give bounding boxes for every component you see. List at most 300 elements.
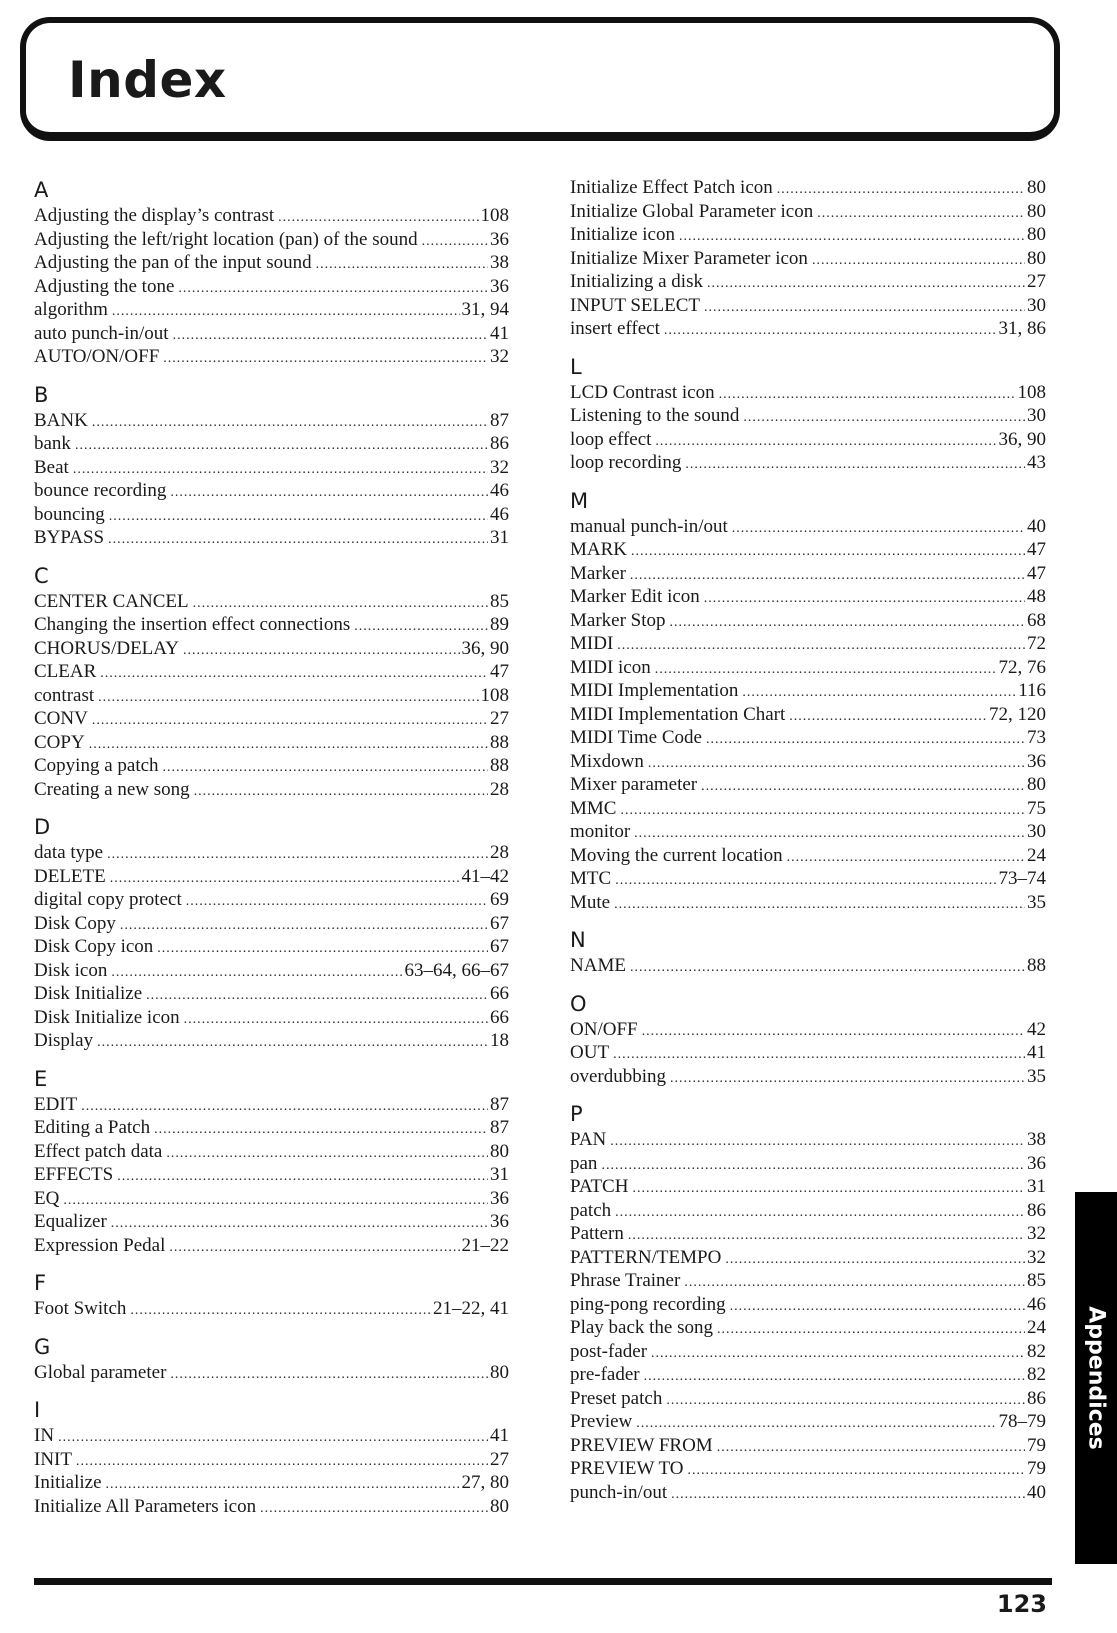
dot-leader	[354, 613, 488, 637]
dot-leader	[613, 1041, 1025, 1065]
index-entry	[570, 1340, 1046, 1364]
index-entry	[34, 298, 509, 322]
index-entry	[570, 1041, 1046, 1065]
dot-leader	[732, 515, 1025, 539]
entry-pages: 36	[490, 275, 509, 297]
entry-term: BYPASS	[34, 527, 105, 548]
entry-pages: 21–22	[461, 1234, 509, 1256]
dot-leader	[644, 1363, 1025, 1387]
entry-pages: 28	[490, 778, 509, 800]
entry-pages: 87	[490, 409, 509, 431]
dot-leader	[73, 456, 488, 480]
entry-pages: 67	[490, 912, 509, 934]
index-entry	[570, 1246, 1046, 1270]
entry-pages: 108	[480, 205, 509, 226]
index-section	[34, 381, 509, 550]
index-entry	[570, 609, 1046, 633]
index-section	[34, 1269, 509, 1321]
dot-leader	[679, 223, 1025, 247]
entry-pages: 88	[1027, 955, 1046, 976]
entry-pages: 38	[1027, 1129, 1046, 1150]
dot-leader	[717, 1316, 1025, 1340]
entry-pages: 72, 120	[989, 703, 1046, 725]
index-entry	[570, 773, 1046, 797]
entry-pages: 46	[490, 503, 509, 525]
entry-pages: 41	[490, 1425, 509, 1446]
dot-leader	[601, 1152, 1025, 1176]
entry-term: MTC	[570, 868, 612, 889]
index-entry	[34, 959, 509, 983]
index-entry	[34, 1361, 509, 1385]
appendices-tab-label: Appendices	[1083, 1306, 1109, 1450]
index-entry	[570, 1269, 1046, 1293]
entry-pages: 41–42	[461, 865, 509, 887]
index-entry	[34, 1495, 509, 1519]
index-section	[34, 1065, 509, 1258]
dot-leader	[163, 754, 488, 778]
entry-pages: 82	[1027, 1364, 1046, 1385]
dot-leader	[111, 1210, 488, 1234]
index-section	[570, 1100, 1046, 1504]
entry-pages: 67	[490, 936, 509, 957]
index-entry	[570, 1410, 1046, 1434]
entry-pages: 21–22, 41	[433, 1298, 509, 1319]
dot-leader	[169, 1234, 459, 1258]
section-letter: P	[570, 1102, 583, 1126]
dot-leader	[743, 404, 1025, 428]
index-entry	[34, 1210, 509, 1234]
index-entry	[34, 251, 509, 275]
entry-pages: 30	[1027, 294, 1046, 316]
index-entry	[34, 778, 509, 802]
entry-term: ping-pong recording	[570, 1293, 726, 1315]
dot-leader	[163, 345, 488, 369]
dot-leader	[89, 731, 488, 755]
entry-term: Pattern	[570, 1223, 624, 1244]
dot-leader	[610, 1128, 1025, 1152]
dot-leader	[108, 526, 488, 550]
dot-leader	[58, 1424, 488, 1448]
entry-term: Initialize	[34, 1472, 102, 1493]
entry-pages: 35	[1027, 1065, 1046, 1087]
dot-leader	[183, 637, 460, 661]
section-letter: I	[34, 1398, 41, 1422]
dot-leader	[634, 820, 1025, 844]
entry-term: PREVIEW FROM	[570, 1434, 713, 1456]
entry-pages: 108	[1017, 381, 1046, 403]
index-entry	[570, 538, 1046, 562]
index-entry	[570, 585, 1046, 609]
dot-leader	[706, 726, 1025, 750]
section-letter: N	[570, 928, 586, 952]
entry-pages: 85	[1027, 1270, 1046, 1291]
dot-leader	[278, 204, 478, 228]
entry-term: OUT	[570, 1042, 610, 1063]
entry-term: CENTER CANCEL	[34, 590, 189, 612]
index-entry	[34, 888, 509, 912]
section-letter: E	[34, 1066, 48, 1091]
entry-term: bounce recording	[34, 480, 167, 501]
index-entry	[570, 317, 1046, 341]
index-section	[570, 926, 1046, 978]
entry-pages: 72	[1027, 633, 1046, 654]
entry-term: auto punch-in/out	[34, 322, 169, 344]
entry-term: Phrase Trainer	[570, 1270, 681, 1291]
entry-pages: 82	[1027, 1340, 1046, 1362]
index-entry	[34, 526, 509, 550]
entry-pages: 69	[490, 889, 509, 910]
dot-leader	[166, 1140, 488, 1164]
entry-pages: 86	[1027, 1199, 1046, 1221]
index-entry	[34, 432, 509, 456]
entry-term: INPUT SELECT	[570, 294, 701, 316]
page-number: 123	[996, 1590, 1047, 1618]
index-column-left	[34, 176, 509, 1530]
entry-pages: 72, 76	[998, 656, 1046, 678]
index-entry	[570, 1199, 1046, 1223]
index-entry	[34, 1140, 509, 1164]
dot-leader	[92, 707, 488, 731]
entry-pages: 27	[490, 708, 509, 729]
entry-pages: 36	[1027, 750, 1046, 772]
entry-term: bank	[34, 433, 71, 454]
index-section	[570, 487, 1046, 915]
entry-pages: 28	[490, 842, 509, 863]
dot-leader	[120, 912, 488, 936]
index-entry	[570, 867, 1046, 891]
appendices-tab	[1075, 1192, 1117, 1564]
entry-term: Disk Initialize icon	[34, 1006, 180, 1028]
index-section	[570, 990, 1046, 1089]
index-entry	[34, 1448, 509, 1472]
dot-leader	[630, 954, 1025, 978]
dot-leader	[725, 1246, 1025, 1270]
entry-pages: 80	[1027, 247, 1046, 269]
entry-term: Effect patch data	[34, 1140, 163, 1162]
index-entry	[570, 1457, 1046, 1481]
entry-term: DELETE	[34, 865, 106, 887]
entry-pages: 30	[1027, 405, 1046, 426]
entry-pages: 48	[1027, 586, 1046, 607]
section-letter: L	[570, 354, 582, 379]
section-letter: D	[34, 815, 51, 839]
entry-term: MIDI Implementation Chart	[570, 703, 786, 725]
index-entry	[570, 1128, 1046, 1152]
entry-term: Copying a patch	[34, 755, 159, 776]
entry-term: overdubbing	[570, 1065, 667, 1087]
entry-term: PREVIEW TO	[570, 1458, 684, 1479]
dot-leader	[106, 1471, 460, 1495]
entry-pages: 88	[490, 755, 509, 776]
entry-term: algorithm	[34, 299, 108, 320]
section-letter: A	[34, 178, 49, 202]
entry-term: Listening to the sound	[570, 405, 740, 426]
entry-pages: 80	[1027, 177, 1046, 198]
entry-pages: 108	[480, 684, 509, 706]
dot-leader	[670, 609, 1025, 633]
entry-term: Editing a Patch	[34, 1117, 151, 1138]
dot-leader	[130, 1297, 431, 1321]
index-entry	[570, 428, 1046, 452]
index-section	[34, 1333, 509, 1385]
entry-pages: 85	[490, 590, 509, 612]
entry-pages: 32	[490, 346, 509, 367]
index-entry	[34, 865, 509, 889]
dot-leader	[628, 1222, 1025, 1246]
entry-pages: 116	[1018, 680, 1046, 701]
index-entry	[34, 1093, 509, 1117]
entry-term: IN	[34, 1425, 55, 1446]
entry-pages: 24	[1027, 844, 1046, 866]
entry-term: Initialize icon	[570, 224, 675, 245]
entry-pages: 27, 80	[461, 1472, 509, 1493]
index-entry	[34, 1471, 509, 1495]
index-entry	[570, 679, 1046, 703]
dot-leader	[186, 888, 488, 912]
index-entry	[570, 515, 1046, 539]
dot-leader	[110, 865, 460, 889]
index-entry	[34, 1187, 509, 1211]
index-section	[570, 353, 1046, 475]
index-entry	[570, 632, 1046, 656]
index-entry	[34, 503, 509, 527]
entry-pages: 35	[1027, 891, 1046, 913]
entry-term: Marker Edit icon	[570, 586, 700, 607]
dot-leader	[92, 409, 488, 433]
entry-term: Preview	[570, 1411, 633, 1432]
entry-term: Initialize All Parameters icon	[34, 1495, 257, 1517]
index-entry	[34, 660, 509, 684]
entry-pages: 88	[490, 731, 509, 753]
entry-pages: 36	[1027, 1152, 1046, 1174]
index-entry	[34, 935, 509, 959]
dot-leader	[632, 1175, 1025, 1199]
index-entry	[34, 1163, 509, 1187]
entry-term: EDIT	[34, 1093, 78, 1115]
entry-pages: 46	[490, 480, 509, 501]
entry-term: punch-in/out	[570, 1481, 668, 1503]
entry-term: PAN	[570, 1129, 607, 1150]
title-box	[20, 17, 1060, 141]
entry-pages: 80	[490, 1361, 509, 1383]
index-entry	[34, 684, 509, 708]
dot-leader	[194, 778, 488, 802]
entry-term: Adjusting the left/right location (pan) of the sound	[34, 228, 418, 250]
index-entry	[34, 1297, 509, 1321]
entry-pages: 63–64, 66–67	[404, 959, 509, 981]
entry-term: EFFECTS	[34, 1164, 114, 1185]
entry-term: MIDI	[570, 633, 614, 654]
section-letter: C	[34, 563, 49, 588]
entry-term: Preset patch	[570, 1387, 663, 1409]
dot-leader	[812, 247, 1025, 271]
entry-term: pan	[570, 1152, 598, 1174]
index-entry	[34, 345, 509, 369]
entry-term: Display	[34, 1030, 94, 1051]
entry-pages: 36	[490, 1211, 509, 1232]
dot-leader	[704, 585, 1025, 609]
index-entry	[34, 637, 509, 661]
dot-leader	[655, 428, 996, 452]
entry-pages: 36, 90	[461, 637, 509, 659]
dot-leader	[704, 294, 1025, 318]
entry-term: COPY	[34, 731, 85, 753]
index-entry	[570, 404, 1046, 428]
entry-pages: 68	[1027, 609, 1046, 631]
entry-term: Disk Initialize	[34, 983, 143, 1004]
entry-term: CLEAR	[34, 661, 97, 682]
entry-term: Marker Stop	[570, 609, 666, 631]
index-entry	[570, 1363, 1046, 1387]
index-entry	[570, 703, 1046, 727]
entry-pages: 40	[1027, 515, 1046, 537]
index-entry	[570, 726, 1046, 750]
dot-leader	[642, 1018, 1025, 1042]
entry-pages: 18	[490, 1030, 509, 1051]
entry-term: post-fader	[570, 1340, 648, 1362]
dot-leader	[707, 270, 1025, 294]
index-entry	[570, 247, 1046, 271]
entry-term: contrast	[34, 684, 95, 706]
index-entry	[34, 456, 509, 480]
index-entry	[570, 451, 1046, 475]
entry-pages: 80	[490, 1495, 509, 1517]
entry-term: Equalizer	[34, 1211, 107, 1232]
section-letter: M	[570, 488, 589, 513]
dot-leader	[817, 200, 1025, 224]
entry-term: Disk icon	[34, 959, 108, 981]
entry-pages: 31	[490, 527, 509, 548]
entry-pages: 78–79	[998, 1411, 1046, 1432]
entry-term: NAME	[570, 955, 626, 976]
entry-term: data type	[34, 842, 104, 863]
index-entry	[34, 275, 509, 299]
index-entry	[34, 409, 509, 433]
dot-leader	[97, 1029, 488, 1053]
entry-pages: 41	[490, 322, 509, 344]
index-entry	[570, 294, 1046, 318]
entry-pages: 31, 86	[998, 318, 1046, 339]
entry-pages: 41	[1027, 1042, 1046, 1063]
index-entry	[570, 1018, 1046, 1042]
index-entry	[34, 841, 509, 865]
dot-leader	[717, 1434, 1025, 1458]
entry-pages: 42	[1027, 1018, 1046, 1040]
index-entry	[570, 1293, 1046, 1317]
index-entry	[34, 1424, 509, 1448]
index-entry	[570, 797, 1046, 821]
entry-term: Beat	[34, 456, 69, 478]
dot-leader	[617, 632, 1025, 656]
entry-pages: 87	[490, 1093, 509, 1115]
index-entry	[34, 912, 509, 936]
index-entry	[570, 656, 1046, 680]
entry-pages: 38	[490, 252, 509, 273]
index-entry	[570, 1222, 1046, 1246]
dot-leader	[730, 1293, 1025, 1317]
index-section	[34, 813, 509, 1053]
entry-pages: 86	[1027, 1387, 1046, 1409]
dot-leader	[75, 432, 488, 456]
dot-leader	[81, 1093, 488, 1117]
index-entry	[570, 820, 1046, 844]
dot-leader	[422, 228, 488, 252]
dot-leader	[620, 797, 1025, 821]
footer-rule	[34, 1578, 1052, 1585]
index-entry	[570, 750, 1046, 774]
entry-pages: 73	[1027, 727, 1046, 748]
index-entry	[34, 1029, 509, 1053]
dot-leader	[664, 317, 997, 341]
dot-leader	[670, 1065, 1025, 1089]
dot-leader	[636, 1410, 996, 1434]
entry-term: CONV	[34, 708, 88, 729]
section-letter: F	[34, 1271, 47, 1295]
dot-leader	[655, 656, 997, 680]
index-entry	[34, 754, 509, 778]
dot-leader	[184, 1006, 488, 1030]
dot-leader	[193, 590, 488, 614]
dot-leader	[98, 684, 478, 708]
entry-term: Play back the song	[570, 1317, 714, 1338]
entry-term: MMC	[570, 797, 617, 819]
dot-leader	[777, 176, 1025, 200]
dot-leader	[112, 298, 460, 322]
dot-leader	[154, 1116, 488, 1140]
dot-leader	[109, 503, 488, 527]
index-entry	[570, 954, 1046, 978]
dot-leader	[316, 251, 488, 275]
index-entry	[570, 1434, 1046, 1458]
entry-pages: 73–74	[998, 868, 1046, 889]
index-entry	[34, 982, 509, 1006]
entry-term: Initialize Effect Patch icon	[570, 177, 773, 198]
index-column-right	[570, 176, 1046, 1516]
dot-leader	[170, 479, 488, 503]
entry-pages: 27	[490, 1448, 509, 1470]
index-entry	[34, 322, 509, 346]
entry-pages: 32	[490, 456, 509, 478]
dot-leader	[631, 538, 1025, 562]
index-entry	[570, 223, 1046, 247]
entry-term: Disk Copy	[34, 912, 116, 934]
entry-term: loop recording	[570, 452, 682, 473]
section-letter: G	[34, 1334, 51, 1359]
dot-leader	[146, 982, 488, 1006]
entry-term: PATTERN/TEMPO	[570, 1246, 722, 1268]
section-letter: O	[570, 991, 587, 1016]
entry-term: insert effect	[570, 318, 660, 339]
index-entry	[570, 1481, 1046, 1505]
entry-pages: 36	[490, 228, 509, 250]
dot-leader	[100, 660, 488, 684]
index-entry	[34, 613, 509, 637]
dot-leader	[170, 1361, 488, 1385]
index-section	[34, 1396, 509, 1518]
entry-pages: 79	[1027, 1458, 1046, 1479]
dot-leader	[173, 322, 488, 346]
index-entry	[570, 844, 1046, 868]
dot-leader	[157, 935, 488, 959]
index-entry	[34, 479, 509, 503]
index-entry	[34, 204, 509, 228]
dot-leader	[719, 381, 1016, 405]
entry-pages: 30	[1027, 821, 1046, 842]
index-entry	[570, 381, 1046, 405]
entry-pages: 66	[490, 983, 509, 1004]
dot-leader	[666, 1387, 1025, 1411]
page-title: Index	[68, 51, 227, 109]
